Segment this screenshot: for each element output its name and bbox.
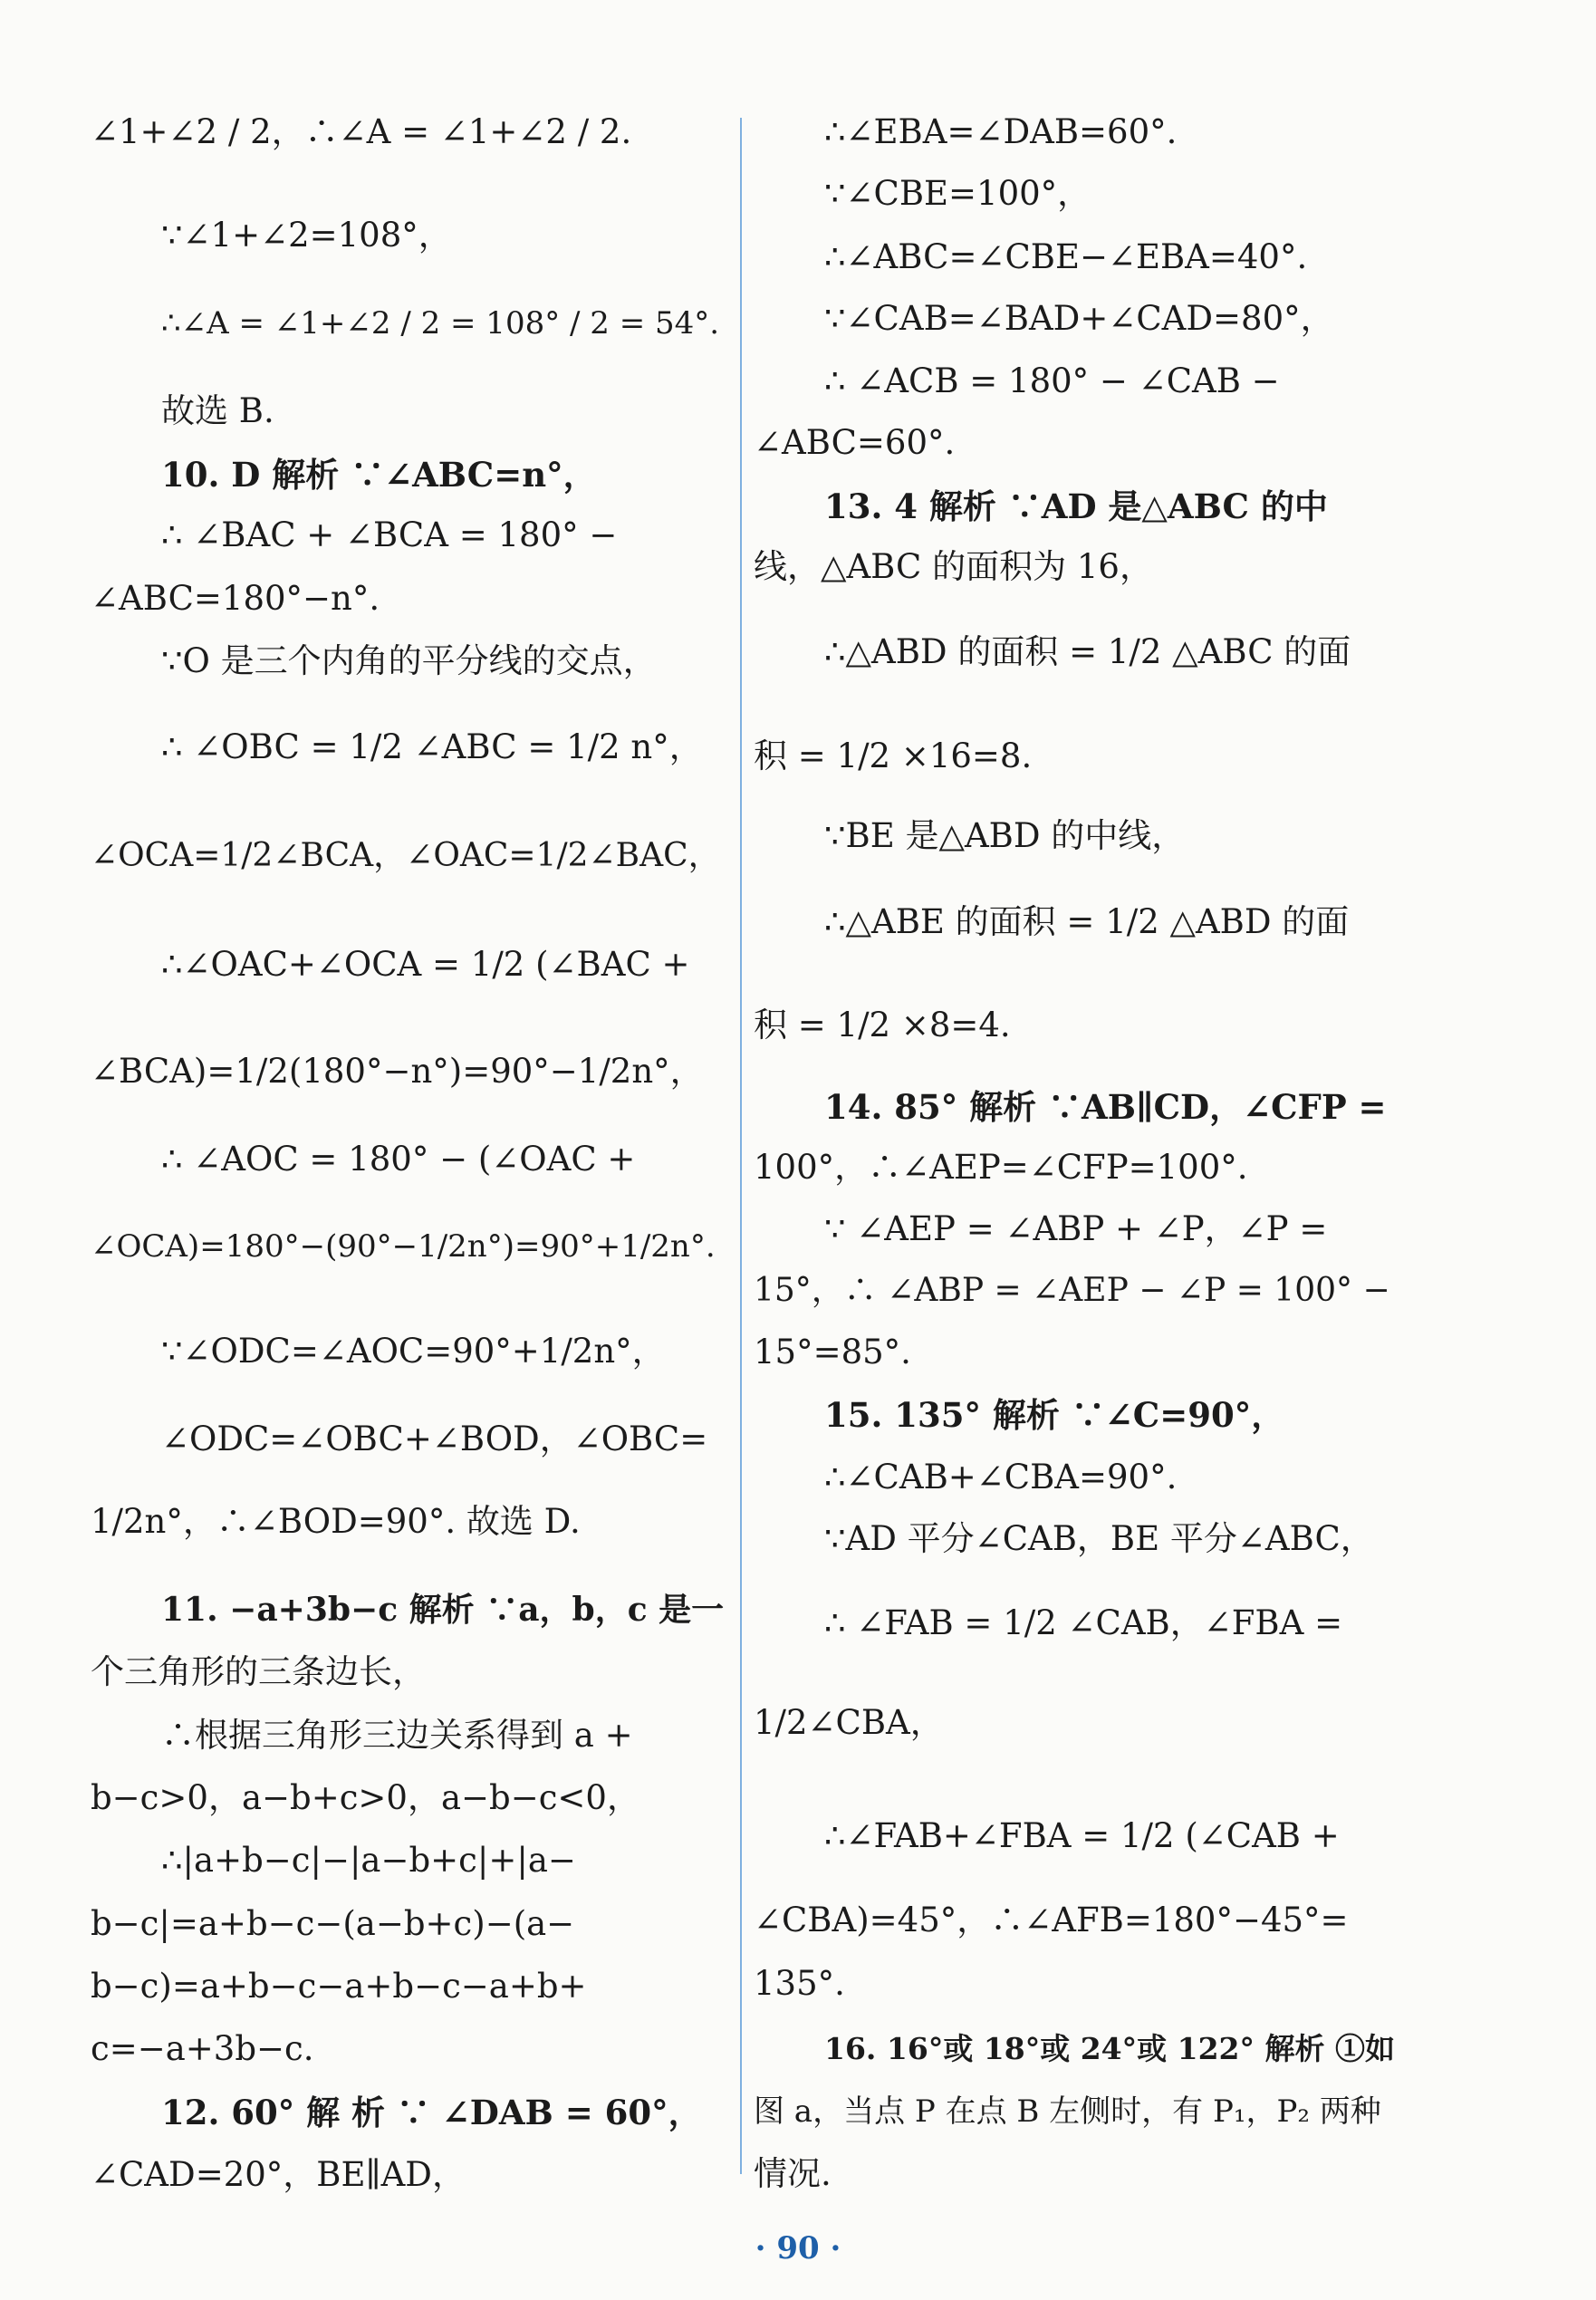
solution-line: ∠BCA)=1/2(180°−n°)=90°−1/2n°， — [91, 1052, 704, 1091]
solution-line: ∴ ∠OBC = 1/2 ∠ABC = 1/2 n°， — [161, 727, 703, 766]
solution-line: ∠ABC=180°−n°. — [91, 579, 380, 618]
solution-line: 情况. — [754, 2154, 832, 2193]
solution-line: ∵ ∠AEP = ∠ABP + ∠P，∠P = — [824, 1209, 1328, 1248]
problem-12-header: 12. 60° 解 析 ∵ ∠DAB = 60°， — [161, 2093, 702, 2132]
left-column — [91, 0, 725, 2201]
problem-10-header: 10. D 解析 ∵∠ABC=n°， — [161, 455, 597, 495]
solution-line: ∠ABC=60°. — [754, 423, 956, 462]
solution-line: 15°，∴ ∠ABP = ∠AEP − ∠P = 100° − — [754, 1272, 1390, 1309]
solution-line: ∴∠CAB+∠CBA=90°. — [824, 1458, 1178, 1496]
solution-line: ∠OCA=1/2∠BCA，∠OAC=1/2∠BAC， — [91, 837, 721, 874]
solution-line: ∴|a+b−c|−|a−b+c|+|a− — [161, 1841, 576, 1880]
solution-line: ∠CBA)=45°，∴∠AFB=180°−45°= — [754, 1901, 1349, 1939]
solution-line: 1/2∠CBA， — [754, 1703, 944, 1742]
solution-line: ∴ ∠BAC + ∠BCA = 180° − — [161, 515, 618, 554]
solution-line: 100°，∴∠AEP=∠CFP=100°. — [754, 1148, 1248, 1187]
solution-line: 线，△ABC 的面积为 16， — [754, 547, 1153, 586]
problem-16-header: 16. 16°或 18°或 24°或 122° 解析 ①如 — [824, 2031, 1395, 2066]
solution-line: 个三角形的三条边长， — [91, 1652, 426, 1691]
solution-line: b−c>0，a−b+c>0，a−b−c<0， — [91, 1778, 640, 1817]
solution-line: ∵∠CBE=100°， — [824, 174, 1091, 213]
solution-line: 1/2n°，∴∠BOD=90°. 故选 D. — [91, 1502, 581, 1541]
solution-line: ∵BE 是△ABD 的中线， — [824, 816, 1186, 855]
solution-line: ∴∠FAB+∠FBA = 1/2 (∠CAB + — [824, 1816, 1340, 1855]
solution-line: ∵AD 平分∠CAB，BE 平分∠ABC， — [824, 1519, 1374, 1558]
solution-line: 故选 B. — [161, 391, 274, 430]
solution-line: ∴△ABE 的面积 = 1/2 △ABD 的面 — [824, 902, 1350, 941]
solution-line: b−c|=a+b−c−(a−b+c)−(a− — [91, 1904, 575, 1943]
solution-line: ∴∠A = ∠1+∠2 / 2 = 108° / 2 = 54°. — [161, 305, 720, 342]
solution-line: ∠CAD=20°，BE∥AD， — [91, 2155, 466, 2194]
solution-line: ∴ ∠AOC = 180° − (∠OAC + — [161, 1140, 636, 1179]
solution-line: ∴∠OAC+∠OCA = 1/2 (∠BAC + — [161, 945, 690, 984]
solution-line: ∵∠ODC=∠AOC=90°+1/2n°， — [161, 1332, 666, 1371]
solution-line: 135°. — [754, 1964, 845, 2003]
page-number: · 90 · — [755, 2230, 841, 2266]
solution-line: ∵∠CAB=∠BAD+∠CAD=80°， — [824, 299, 1334, 338]
solution-line: 15°=85°. — [754, 1333, 911, 1371]
solution-line: ∠OCA)=180°−(90°−1/2n°)=90°+1/2n°. — [91, 1228, 716, 1265]
solution-line: ∠1+∠2 / 2，∴∠A = ∠1+∠2 / 2. — [91, 112, 632, 151]
solution-line: ∠ODC=∠OBC+∠BOD，∠OBC= — [161, 1419, 708, 1458]
problem-13-header: 13. 4 解析 ∵AD 是△ABC 的中 — [824, 486, 1328, 526]
solution-line: ∴∠EBA=∠DAB=60°. — [824, 112, 1178, 151]
column-divider — [740, 118, 742, 2174]
solution-line: ∴∠ABC=∠CBE−∠EBA=40°. — [824, 237, 1308, 276]
problem-15-header: 15. 135° 解析 ∵∠C=90°， — [824, 1395, 1285, 1435]
solution-line: ∵∠1+∠2=108°， — [161, 216, 452, 255]
solution-line: 积 = 1/2 ×16=8. — [754, 736, 1033, 775]
right-column — [754, 0, 1397, 2201]
solution-line: b−c)=a+b−c−a+b−c−a+b+ — [91, 1967, 587, 2006]
problem-14-header: 14. 85° 解析 ∵AB∥CD，∠CFP = — [824, 1087, 1387, 1127]
solution-line: ∴ ∠ACB = 180° − ∠CAB − — [824, 361, 1280, 400]
solution-line: ∴ ∠FAB = 1/2 ∠CAB，∠FBA = — [824, 1603, 1343, 1642]
solution-line: ∴根据三角形三边关系得到 a + — [161, 1716, 633, 1755]
problem-11-header: 11. −a+3b−c 解析 ∵a，b，c 是一 — [161, 1591, 725, 1629]
solution-line: 图 a，当点 P 在点 B 左侧时，有 P₁，P₂ 两种 — [754, 2093, 1381, 2130]
solution-line: ∴△ABD 的面积 = 1/2 △ABC 的面 — [824, 632, 1351, 671]
solution-line: ∵O 是三个内角的平分线的交点， — [161, 641, 657, 680]
solution-line: 积 = 1/2 ×8=4. — [754, 1006, 1011, 1044]
solution-line: c=−a+3b−c. — [91, 2029, 314, 2068]
